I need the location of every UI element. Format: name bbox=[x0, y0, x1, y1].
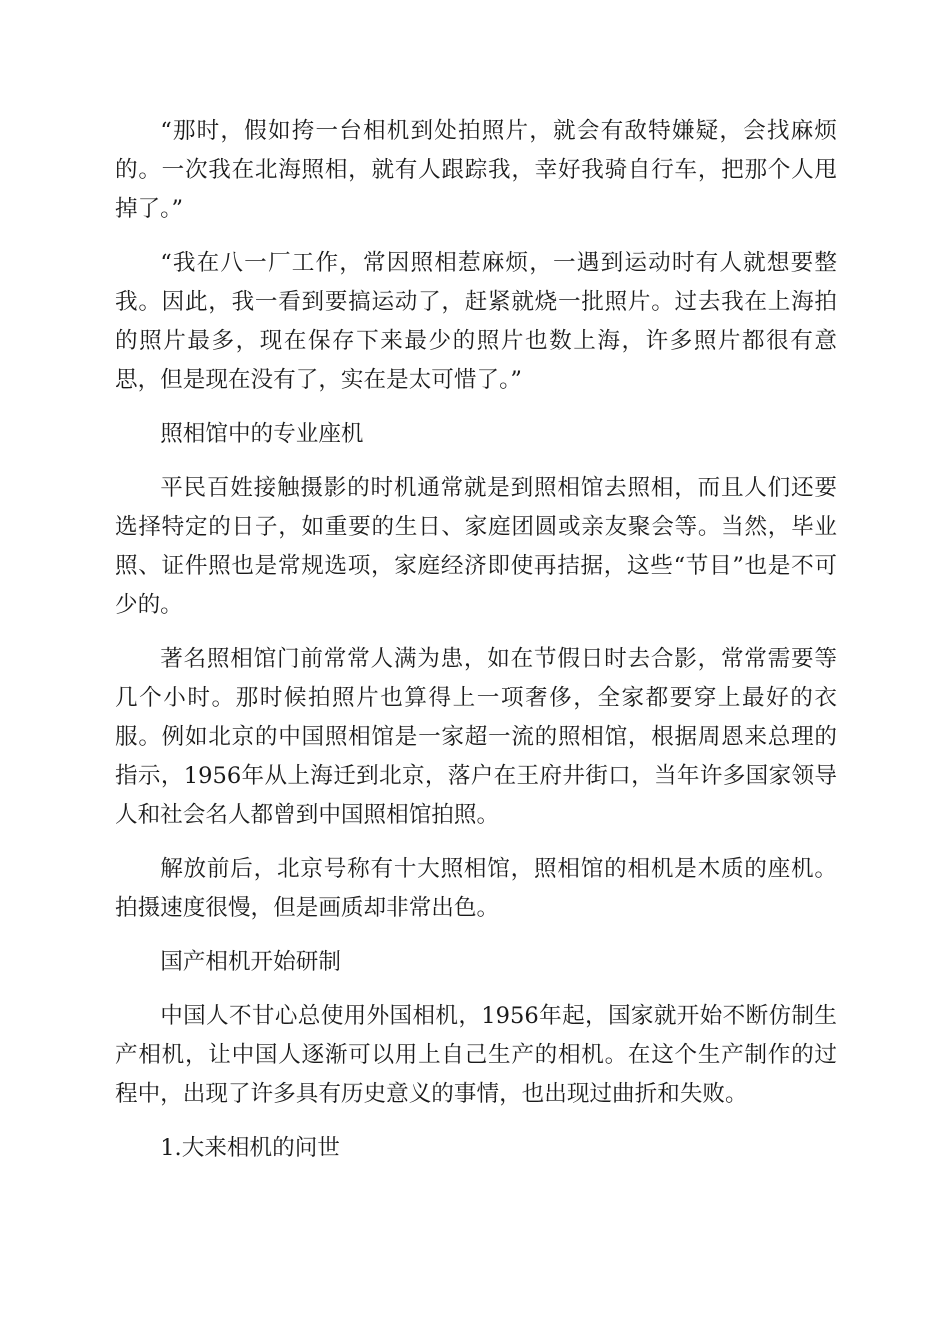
section-heading-studio-camera: 照相馆中的专业座机 bbox=[160, 421, 364, 447]
paragraph-studio-visits: 平民百姓接触摄影的时机通常就是到照相馆去照相，而且人们还要选择特定的日子，如重要的生日、家庭团圆或亲友聚会等。当然，毕业照、证件照也是常规选项，家庭经济即使再拮据，这些“节目”也是不可少的。 bbox=[115, 475, 837, 618]
paragraph-domestic-production: 中国人不甘心总使用外国相机，1956年起，国家就开始不断仿制生产相机，让中国人逐渐可以用上自己生产的相机。在这个生产制作的过程中，出现了许多具有历史意义的事情，也出现过曲折和失败。 bbox=[115, 1003, 837, 1107]
paragraph-quote-beihai: “那时，假如挎一台相机到处拍照片，就会有敌特嫌疑，会找麻烦的。一次我在北海照相，就有人跟踪我，幸好我骑自行车，把那个人甩掉了。” bbox=[115, 118, 837, 222]
paragraph-quote-bayi: “我在八一厂工作，常因照相惹麻烦，一遇到运动时有人就想要整我。因此，我一看到要搞运动了，赶紧就烧一批照片。过去我在上海拍的照片最多，现在保存下来最少的照片也数上海，许多照片都很有意思，但是现在没有了，实在是太可惜了。” bbox=[115, 250, 837, 393]
document-body bbox=[115, 112, 837, 1183]
section-heading-domestic-cameras: 国产相机开始研制 bbox=[160, 949, 341, 975]
paragraph-ten-studios: 解放前后，北京号称有十大照相馆，照相馆的相机是木质的座机。拍摄速度很慢，但是画质却非常出色。 bbox=[115, 856, 837, 921]
subsection-heading-dalai-camera: 1.大来相机的问世 bbox=[160, 1135, 340, 1161]
paragraph-famous-studios: 著名照相馆门前常常人满为患，如在节假日时去合影，常常需要等几个小时。那时候拍照片也算得上一项奢侈，全家都要穿上最好的衣服。例如北京的中国照相馆是一家超一流的照相馆，根据周恩来总理的指示，1956年从上海迁到北京，落户在王府井街口，当年许多国家领导人和社会名人都曾到中国照相馆拍照。 bbox=[115, 646, 837, 828]
